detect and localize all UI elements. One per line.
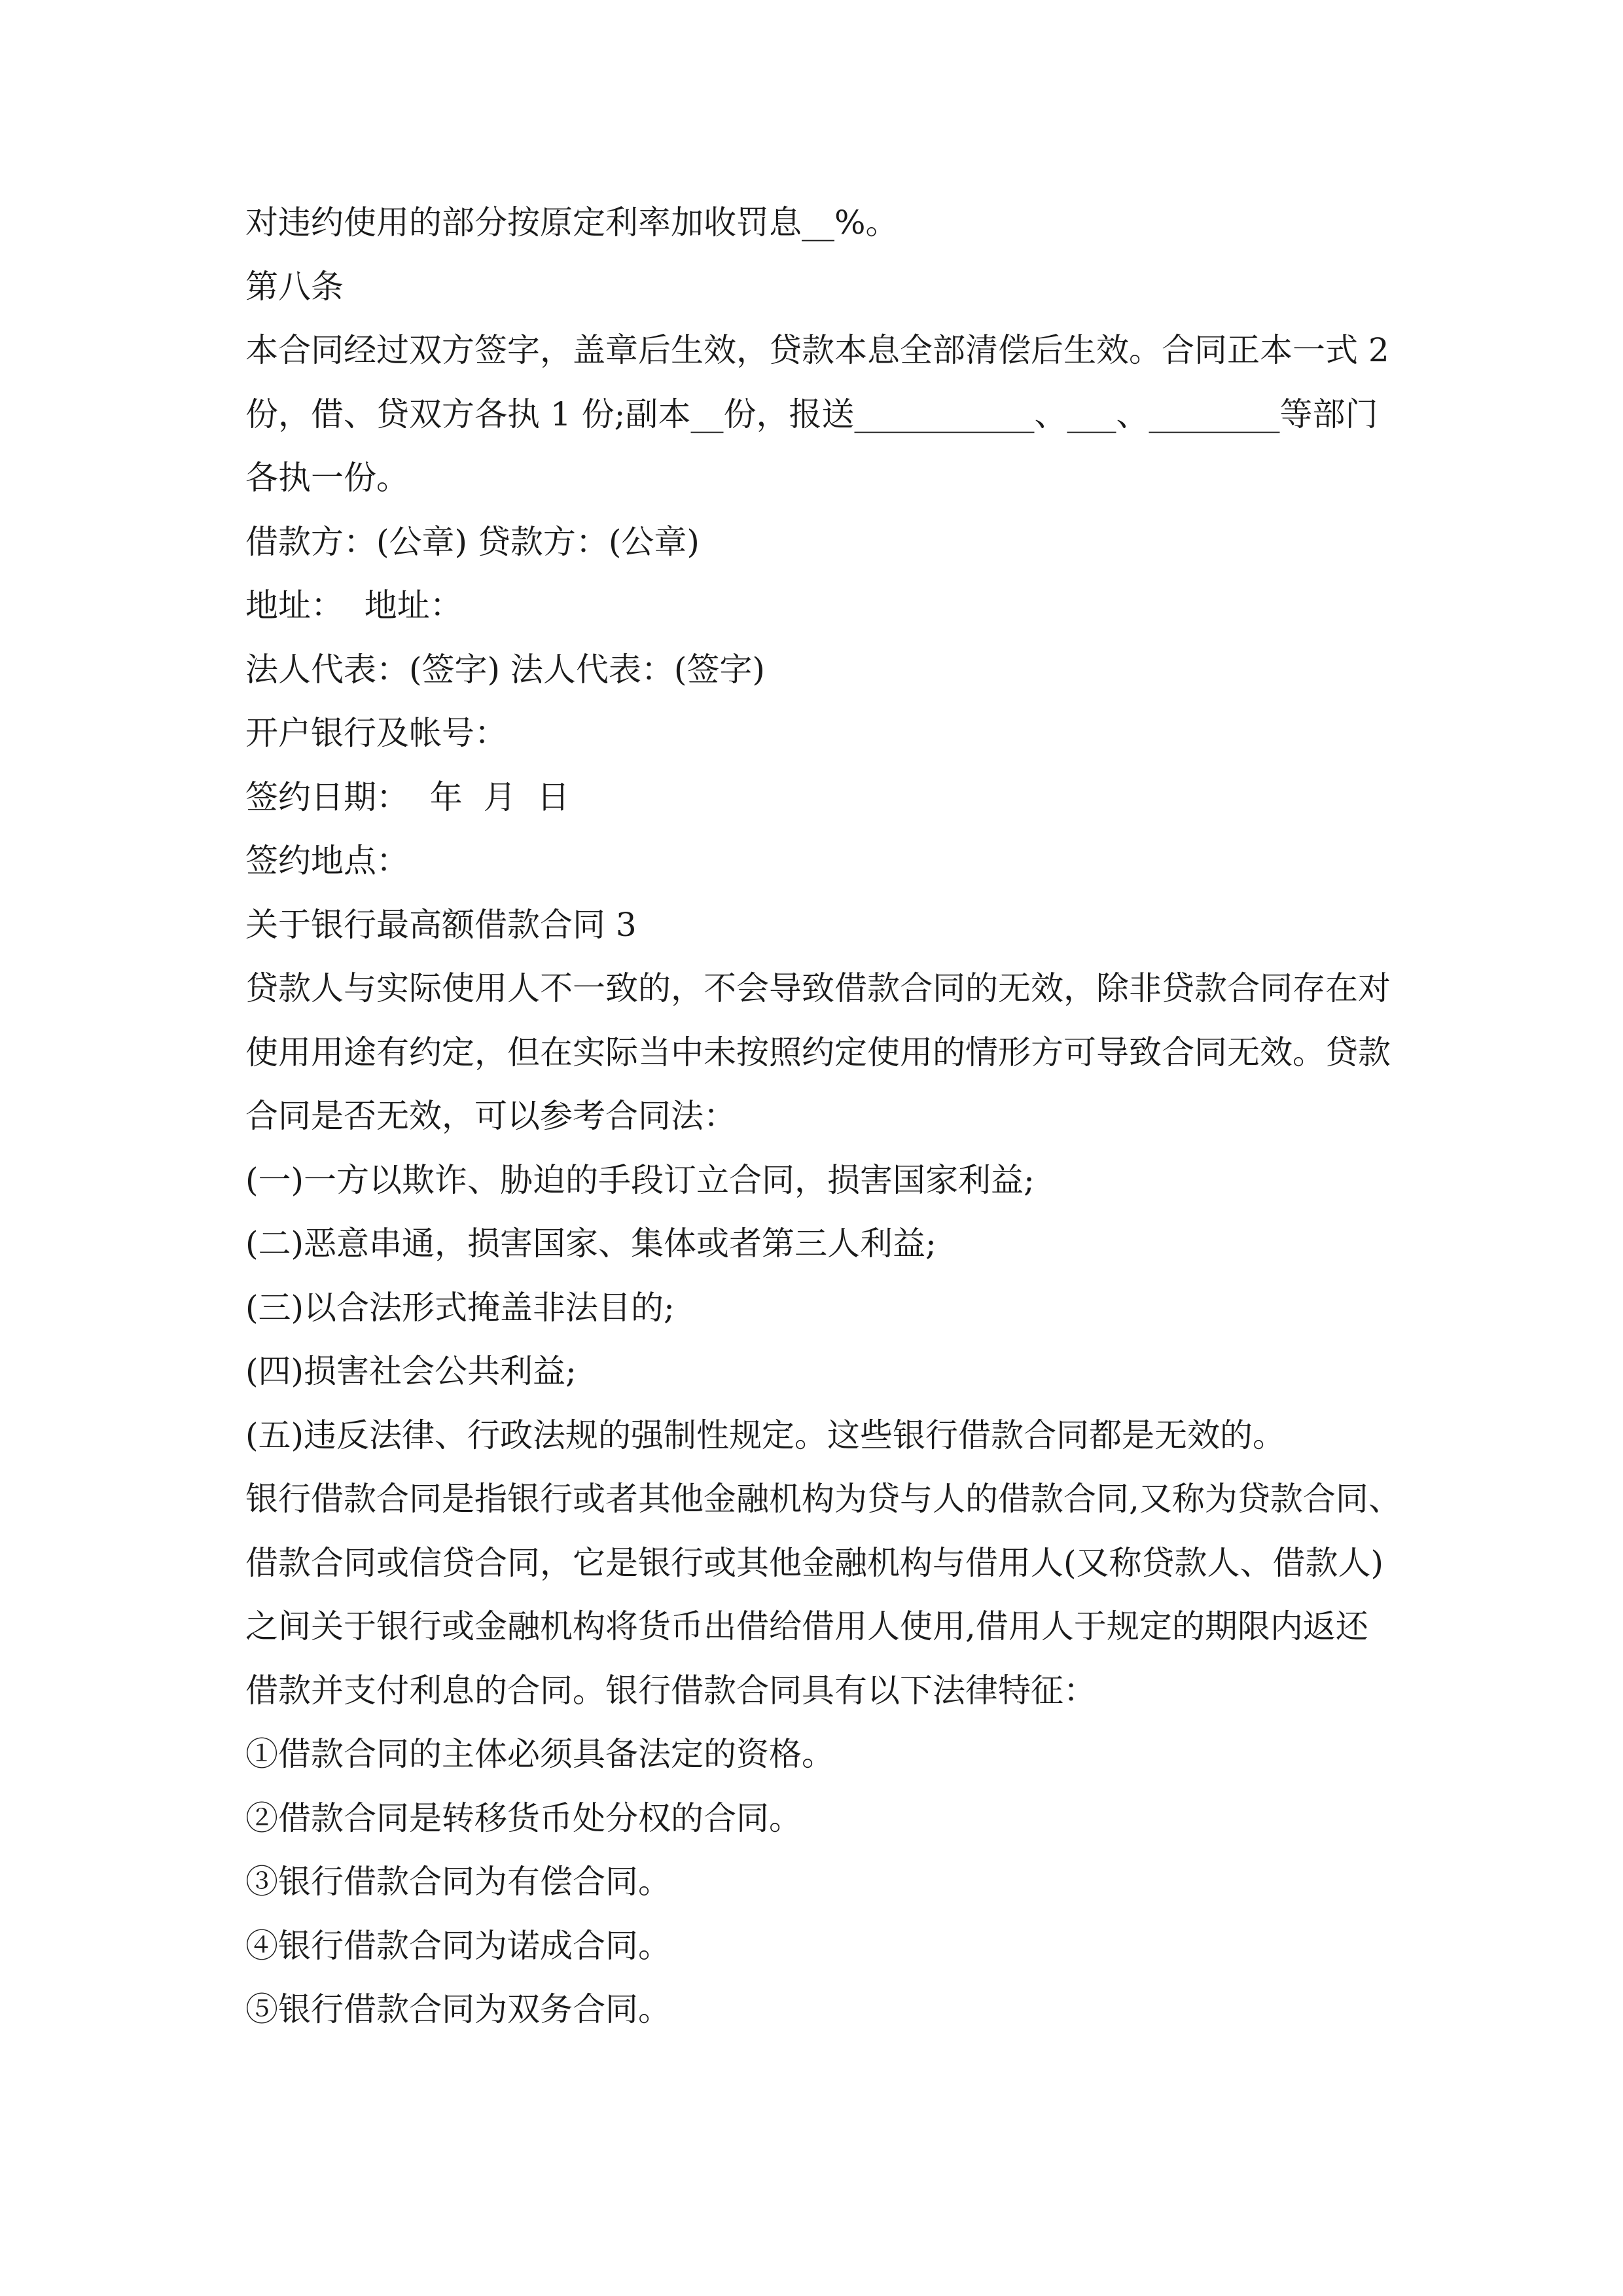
list-item: ④银行借款合同为诺成合同。 (245, 1926, 671, 1965)
bank-account-line: 开户银行及帐号： (245, 714, 507, 752)
list-item: (一)一方以欺诈、胁迫的手段订立合同，损害国家利益; (245, 1160, 1035, 1199)
text-line: 合同是否无效，可以参考合同法： (245, 1097, 736, 1135)
list-item: ⑤银行借款合同为双务合同。 (245, 1990, 671, 2028)
section-heading: 第八条 (245, 267, 344, 306)
list-item: (五)违反法律、行政法规的强制性规定。这些银行借款合同都是无效的。 (245, 1416, 1286, 1454)
text-line: 借款并支付利息的合同。银行借款合同具有以下法律特征： (245, 1671, 1096, 1710)
text-line: 份，借、贷双方各执 1 份;副本__份，报送___________、___、________等部门 (245, 395, 1378, 433)
text-line: 银行借款合同是指银行或者其他金融机构为贷与人的借款合同,又称为贷款合同、 (245, 1480, 1401, 1518)
signing-date-line: 签约日期： 年 月 日 (245, 778, 570, 816)
representative-line: 法人代表：(签字) 法人代表：(签字) (245, 650, 765, 689)
list-item: (二)恶意串通，损害国家、集体或者第三人利益; (245, 1225, 936, 1263)
signing-place-line: 签约地点： (245, 842, 409, 880)
document-body (245, 191, 1401, 2042)
list-item: ②借款合同是转移货币处分权的合同。 (245, 1799, 802, 1837)
list-item: ①借款合同的主体必须具备法定的资格。 (245, 1735, 834, 1773)
text-line: 对违约使用的部分按原定利率加收罚息__%。 (245, 204, 899, 242)
text-line: 之间关于银行或金融机构将货币出借给借用人使用,借用人于规定的期限内返还 (245, 1607, 1368, 1645)
text-line: 借款合同或信贷合同，它是银行或其他金融机构与借用人(又称贷款人、借款人) (245, 1543, 1384, 1582)
text-line: 使用用途有约定，但在实际当中未按照约定使用的情形方可导致合同无效。贷款 (245, 1033, 1391, 1071)
list-item: ③银行借款合同为有偿合同。 (245, 1863, 671, 1901)
address-line: 地址： 地址： (245, 586, 463, 624)
text-line: 本合同经过双方签字，盖章后生效，贷款本息全部清偿后生效。合同正本一式 2 (245, 331, 1389, 369)
section-title: 关于银行最高额借款合同 3 (245, 905, 637, 944)
text-line: 贷款人与实际使用人不一致的，不会导致借款合同的无效，除非贷款合同存在对 (245, 969, 1391, 1007)
text-line: 各执一份。 (245, 459, 409, 497)
list-item: (四)损害社会公共利益; (245, 1352, 577, 1390)
signature-line: 借款方：(公章) 贷款方：(公章) (245, 522, 700, 561)
list-item: (三)以合法形式掩盖非法目的; (245, 1288, 675, 1327)
